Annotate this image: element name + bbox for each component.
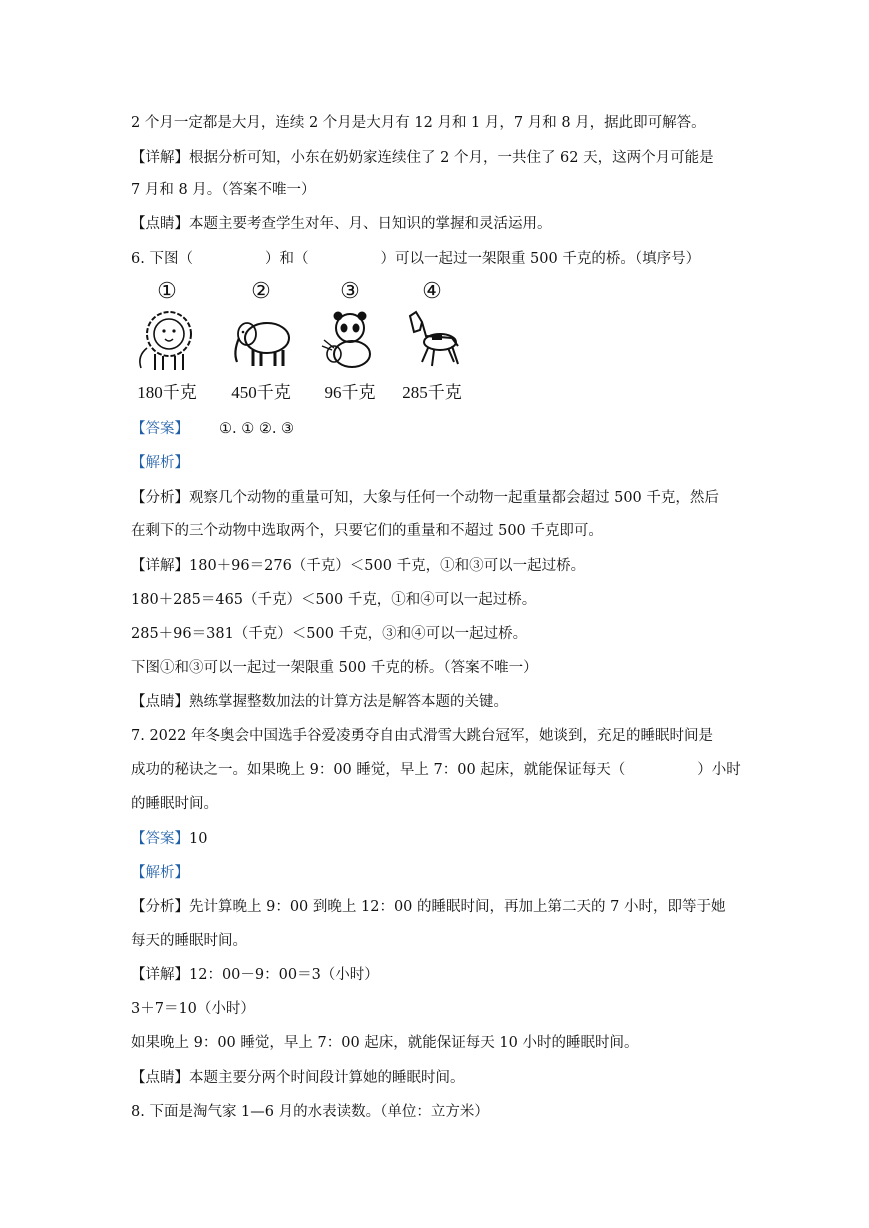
q6-part: 6. 下图（ <box>131 251 193 267</box>
q7-part: ）小时 <box>697 762 741 778</box>
text-line: 【点睛】熟练掌握整数加法的计算方法是解答本题的关键。 <box>131 694 508 710</box>
text-line: 180＋285＝465（千克）＜500 千克，①和④可以一起过桥。 <box>131 592 537 608</box>
text-line: 【详解】12：00－9：00＝3（小时） <box>131 967 379 983</box>
text-line: 【分析】观察几个动物的重量可知，大象与任何一个动物一起重量都会超过 500 千克，然后 <box>131 490 719 506</box>
text-line: 7 月和 8 月。（答案不唯一） <box>131 182 316 198</box>
text-line: 每天的睡眠时间。 <box>131 933 247 949</box>
text-line: 的睡眠时间。 <box>131 796 218 812</box>
analysis-tag: 【解析】 <box>131 865 189 881</box>
text-line: 3＋7＝10（小时） <box>131 1001 255 1017</box>
animal-weight: 285千克 <box>402 383 462 402</box>
animal-horse <box>387 280 477 403</box>
question-7: 7. 2022 年冬奥会中国选手谷爱凌勇夺自由式滑雪大跳台冠军，她谈到，充足的睡眠时间是 <box>131 728 713 744</box>
analysis-tag: 【解析】 <box>131 455 189 471</box>
text-line: 285＋96＝381（千克）＜500 千克，③和④可以一起过桥。 <box>131 626 528 642</box>
animal-number: ① <box>157 279 177 304</box>
q7-part: 成功的秘诀之一。如果晚上 9：00 睡觉，早上 7：00 起床，就能保证每天（ <box>131 762 626 778</box>
animal-weight: 96千克 <box>324 383 376 402</box>
answer-line <box>131 419 294 439</box>
text-line: 【点睛】本题主要考查学生对年、月、日知识的掌握和灵活运用。 <box>131 216 552 232</box>
animal-elephant <box>216 280 306 403</box>
horse-icon <box>396 308 468 372</box>
animal-number: ④ <box>422 279 442 304</box>
animal-number: ② <box>251 279 271 304</box>
text-line: 【点睛】本题主要分两个时间段计算她的睡眠时间。 <box>131 1070 465 1086</box>
animal-panda <box>305 280 395 403</box>
answer-line <box>131 829 207 849</box>
answer-tag: 【答案】 <box>131 831 189 847</box>
text-line: 【详解】根据分析可知，小东在奶奶家连续住了 2 个月，一共住了 62 天，这两个月可能是 <box>131 150 714 166</box>
answer-value: 10 <box>189 831 208 847</box>
animal-weight: 180千克 <box>137 383 197 402</box>
answer-value: ①. ① ②. ③ <box>219 421 295 437</box>
question-8: 8. 下面是淘气家 1—6 月的水表读数。（单位：立方米） <box>131 1104 489 1120</box>
q6-part: ）可以一起过一架限重 500 千克的桥。（填序号） <box>380 251 701 267</box>
text-line: 下图①和③可以一起过一架限重 500 千克的桥。（答案不唯一） <box>131 660 538 676</box>
animal-number: ③ <box>340 279 360 304</box>
text-line: 如果晚上 9：00 睡觉，早上 7：00 起床，就能保证每天 10 小时的睡眠时间。 <box>131 1035 639 1051</box>
answer-tag: 【答案】 <box>131 421 189 437</box>
text-line: 【详解】180＋96＝276（千克）＜500 千克，①和③可以一起过桥。 <box>131 558 586 574</box>
text-line: 【分析】先计算晚上 9：00 到晚上 12：00 的睡眠时间，再加上第二天的 7 小时，即等于她 <box>131 899 726 915</box>
text-line: 在剩下的三个动物中选取两个，只要它们的重量和不超过 500 千克即可。 <box>131 523 603 539</box>
q6-part: ）和（ <box>264 251 309 267</box>
question-6 <box>131 249 700 269</box>
panda-icon <box>314 308 386 372</box>
question-7-line <box>131 760 741 780</box>
text-line: 2 个月一定都是大月，连续 2 个月是大月有 12 月和 1 月，7 月和 8 月，据此即可解答。 <box>131 115 706 131</box>
animal-weight: 450千克 <box>231 383 291 402</box>
animal-lion <box>122 280 212 403</box>
elephant-icon <box>225 308 297 372</box>
lion-icon <box>131 308 203 372</box>
